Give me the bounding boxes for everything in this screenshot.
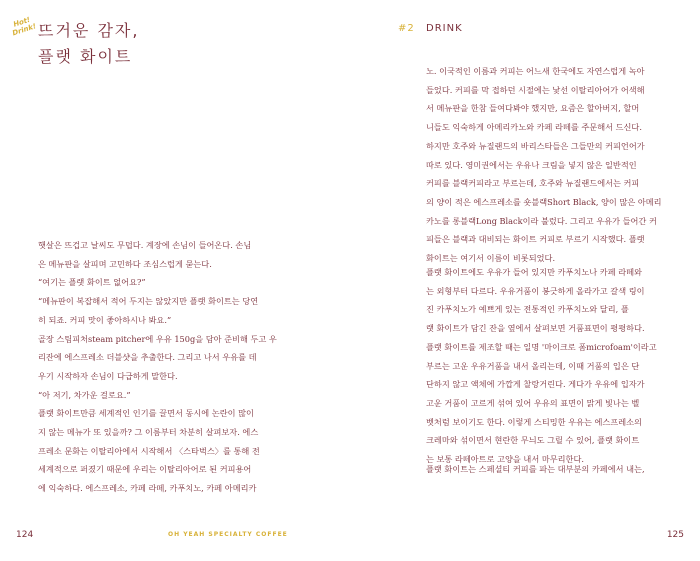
right-page xyxy=(350,0,700,561)
page-number-left: 124 xyxy=(16,530,34,540)
chapter-title-line-1: 뜨거운 감자, xyxy=(38,21,140,40)
section-number: #2 xyxy=(398,23,415,34)
left-body-text: 햇살은 뜨겁고 날씨도 무덥다. 계장에 손님이 들어온다. 손님 은 메뉴판을 살피며 고민하다 조심스럽게 묻는다. “여기는 플랫 화이트 없어요?” “메뉴판이 복잡해서 적어 두지는 않았지만 플랫 화이트는 당연 히 되죠. 커피 맛이 좋아하시나 봐요.” 골장 스팀피처steam pitcher에 우유 150g을 담아 준비해 두고 우 리잔에 에스프레소 더블샷을 추출한다. 그리고 나서 우유를 데 우기 시작하자 손님이 다급하게 말한다. “아 저기, 차가운 걸로요.” 플랫 화이트만큼 세계적인 인기를 끌면서 동시에 논란이 많이 지 않는 메뉴가 또 있을까? 그 이름부터 차분히 살펴보자. 에스 프레소 문화는 이탈리아에서 시작해서 〈스타벅스〉를 통해 전 세계적으로 퍼졌기 때문에 우리는 이탈리아어로 된 커피용어 에 익숙하다. 에스프레소, 카페 라떼, 카푸치노, 카페 아메리카 xyxy=(38,240,277,494)
right-body-paragraph-3: 플랫 화이트는 스페셜티 커피를 파는 대부분의 카페에서 내는, xyxy=(426,464,645,474)
section-name: DRINK xyxy=(426,23,463,34)
hot-drink-tag: Hot! Drink! xyxy=(11,15,38,38)
right-body-paragraph-2: 플랫 화이트에도 우유가 들어 있지만 카푸치노나 카페 라떼와 는 외형부터 다르다. 우유거품이 봉긋하게 올라가고 갈색 링이 진 카푸치노가 예쁘게 있는 전통적인 카푸치노와 달리, 플 랫 화이트가 담긴 잔을 옆에서 살펴보면 거품표면이 평평하다. 플랫 화이트를 제조할 때는 일명 '마이크로 폼microfoam'이라고 부르는 고운 우유거품을 내서 올리는데, 이때 거품의 입은 단 단하지 않고 액체에 가깝게 찰랑거린다. 게다가 우유에 입자가 고운 거품이 고르게 섞여 있어 우유의 표면이 맑게 빛나는 벨 벳처럼 보이기도 한다. 이렇게 스티밍한 우유는 에스프레소의 크레마와 섞이면서 현란한 무늬도 그릴 수 있어, 플랫 화이트 는 보통 라떼아트로 고양을 내서 마무리한다. xyxy=(426,267,657,465)
running-head: OH YEAH SPECIALTY COFFEE xyxy=(168,531,288,538)
chapter-title-line-2: 플랫 화이트 xyxy=(38,47,133,66)
page-number-right: 125 xyxy=(666,530,684,540)
right-body-paragraph-1: 노. 이국적인 이름과 커피는 어느새 한국에도 자연스럽게 녹아 들었다. 커피를 막 접하던 시절에는 낯선 이탈리아어가 어색해 서 메뉴판을 한참 들여다봐야 했지만, 요즘은 할아버지, 할머 니들도 익숙하게 아메리카노와 카페 라떼를 주문해서 드신다. 하지만 호주와 뉴질랜드의 바리스타들은 그들만의 커피언어가 따로 있다. 영미권에서는 우유나 크림을 넣지 않은 일반적인 커피를 블랙커피라고 부르는데, 호주와 뉴질랜드에서는 커피 의 양이 적은 에스프레소를 숏블랙Short Black, 양이 많은 아메리 카노를 롱블랙Long Black이라 불렀다. 그리고 우유가 들어간 커 피들은 블랙과 대비되는 화이트 커피로 부르기 시작했다. 플랫 화이트는 여기서 이름이 비롯되었다. xyxy=(426,66,662,264)
